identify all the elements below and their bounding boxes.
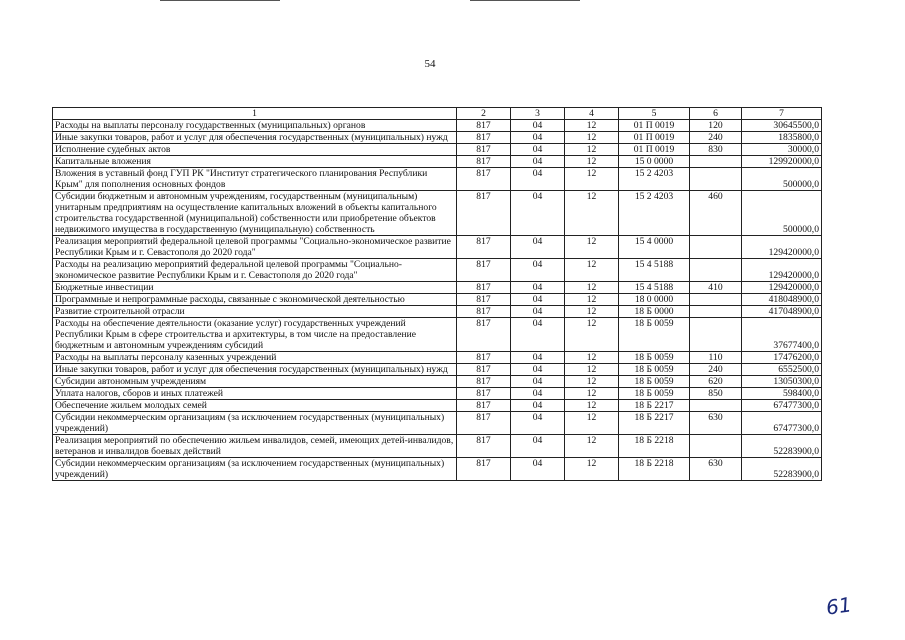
row-subsection-cell: 12 — [565, 400, 619, 412]
row-amount-cell: 6552500,0 — [742, 364, 822, 376]
header-cell: 5 — [619, 108, 690, 120]
budget-table — [52, 107, 822, 481]
row-amount-cell: 417048900,0 — [742, 306, 822, 318]
table-row — [53, 144, 822, 156]
table-row — [53, 376, 822, 388]
row-subsection-cell: 12 — [565, 282, 619, 294]
row-amount-cell: 17476200,0 — [742, 352, 822, 364]
row-section-cell: 04 — [511, 259, 565, 282]
row-target-article-cell: 15 2 4203 — [619, 168, 690, 191]
row-target-article-cell: 18 Б 2217 — [619, 400, 690, 412]
row-name-cell: Вложения в уставный фонд ГУП РК "Институт стратегического планирования Республики Крым" для пополнения основных фондов — [53, 168, 457, 191]
row-admin-code-cell: 817 — [457, 376, 511, 388]
row-subsection-cell: 12 — [565, 144, 619, 156]
row-target-article-cell: 15 4 5188 — [619, 282, 690, 294]
row-name-cell: Иные закупки товаров, работ и услуг для обеспечения государственных (муниципальных) нужд — [53, 364, 457, 376]
table-row — [53, 352, 822, 364]
row-target-article-cell: 01 П 0019 — [619, 132, 690, 144]
row-name-cell: Реализация мероприятий по обеспечению жильем инвалидов, семей, имеющих детей-инвалидов, ветеранов и инвалидов боевых действий — [53, 435, 457, 458]
row-admin-code-cell: 817 — [457, 318, 511, 352]
row-admin-code-cell: 817 — [457, 412, 511, 435]
row-section-cell: 04 — [511, 400, 565, 412]
row-subsection-cell: 12 — [565, 120, 619, 132]
row-target-article-cell: 01 П 0019 — [619, 144, 690, 156]
row-admin-code-cell: 817 — [457, 294, 511, 306]
row-name-cell: Субсидии некоммерческим организациям (за исключением государственных (муниципальных) учреждений) — [53, 458, 457, 481]
row-name-cell: Расходы на реализацию мероприятий федеральной целевой программы "Социально-экономическое развитие Республики Крым и г. Севастополя до 2020 года" — [53, 259, 457, 282]
row-name-cell: Субсидии бюджетным и автономным учреждениям, государственным (муниципальным) унитарным предприятиям на осуществление капитальных вложений в объекты капитального строительства государственной (муниципальной) собственности или приобретение объектов недвижимого имущества в государственную (муниципальную) собственность — [53, 191, 457, 236]
row-expense-type-cell: 460 — [690, 191, 742, 236]
row-section-cell: 04 — [511, 376, 565, 388]
row-section-cell: 04 — [511, 435, 565, 458]
row-expense-type-cell: 240 — [690, 364, 742, 376]
row-admin-code-cell: 817 — [457, 144, 511, 156]
table-row — [53, 306, 822, 318]
row-expense-type-cell — [690, 156, 742, 168]
header-cell: 2 — [457, 108, 511, 120]
row-section-cell: 04 — [511, 282, 565, 294]
table-row — [53, 435, 822, 458]
row-name-cell: Субсидии некоммерческим организациям (за исключением государственных (муниципальных) учреждений) — [53, 412, 457, 435]
row-name-cell: Обеспечение жильем молодых семей — [53, 400, 457, 412]
row-target-article-cell: 15 0 0000 — [619, 156, 690, 168]
table-row — [53, 294, 822, 306]
row-section-cell: 04 — [511, 120, 565, 132]
top-rule-right — [470, 0, 580, 1]
row-section-cell: 04 — [511, 156, 565, 168]
row-expense-type-cell: 120 — [690, 120, 742, 132]
table-row — [53, 236, 822, 259]
table-row — [53, 282, 822, 294]
row-section-cell: 04 — [511, 412, 565, 435]
table-row — [53, 168, 822, 191]
row-target-article-cell: 18 Б 0059 — [619, 388, 690, 400]
row-section-cell: 04 — [511, 236, 565, 259]
table-row — [53, 191, 822, 236]
row-expense-type-cell: 620 — [690, 376, 742, 388]
table-row — [53, 318, 822, 352]
row-subsection-cell: 12 — [565, 352, 619, 364]
row-expense-type-cell — [690, 318, 742, 352]
row-expense-type-cell — [690, 306, 742, 318]
row-subsection-cell: 12 — [565, 435, 619, 458]
row-section-cell: 04 — [511, 144, 565, 156]
row-admin-code-cell: 817 — [457, 352, 511, 364]
top-rule-left — [160, 0, 280, 1]
row-amount-cell: 129420000,0 — [742, 236, 822, 259]
row-admin-code-cell: 817 — [457, 306, 511, 318]
row-target-article-cell: 18 Б 2218 — [619, 458, 690, 481]
row-subsection-cell: 12 — [565, 191, 619, 236]
row-subsection-cell: 12 — [565, 236, 619, 259]
header-row — [53, 108, 822, 120]
row-name-cell: Субсидии автономным учреждениям — [53, 376, 457, 388]
row-name-cell: Исполнение судебных актов — [53, 144, 457, 156]
row-expense-type-cell: 850 — [690, 388, 742, 400]
row-name-cell: Развитие строительной отрасли — [53, 306, 457, 318]
table-row — [53, 412, 822, 435]
row-subsection-cell: 12 — [565, 458, 619, 481]
table-body — [53, 108, 822, 481]
table-row — [53, 388, 822, 400]
row-target-article-cell: 15 4 5188 — [619, 259, 690, 282]
row-amount-cell: 67477300,0 — [742, 412, 822, 435]
row-section-cell: 04 — [511, 458, 565, 481]
row-target-article-cell: 18 Б 0000 — [619, 306, 690, 318]
row-admin-code-cell: 817 — [457, 400, 511, 412]
table-row — [53, 156, 822, 168]
row-subsection-cell: 12 — [565, 132, 619, 144]
row-admin-code-cell: 817 — [457, 388, 511, 400]
row-name-cell: Иные закупки товаров, работ и услуг для обеспечения государственных (муниципальных) нужд — [53, 132, 457, 144]
row-name-cell: Уплата налогов, сборов и иных платежей — [53, 388, 457, 400]
row-admin-code-cell: 817 — [457, 132, 511, 144]
row-target-article-cell: 18 Б 0059 — [619, 376, 690, 388]
row-target-article-cell: 18 Б 0059 — [619, 352, 690, 364]
row-expense-type-cell: 630 — [690, 458, 742, 481]
row-subsection-cell: 12 — [565, 364, 619, 376]
row-amount-cell: 598400,0 — [742, 388, 822, 400]
row-section-cell: 04 — [511, 352, 565, 364]
row-expense-type-cell: 630 — [690, 412, 742, 435]
table-row — [53, 458, 822, 481]
row-admin-code-cell: 817 — [457, 259, 511, 282]
row-subsection-cell: 12 — [565, 168, 619, 191]
row-subsection-cell: 12 — [565, 156, 619, 168]
page-number: 54 — [424, 58, 436, 70]
row-target-article-cell: 18 Б 2217 — [619, 412, 690, 435]
table-row — [53, 259, 822, 282]
row-admin-code-cell: 817 — [457, 156, 511, 168]
row-amount-cell: 129420000,0 — [742, 259, 822, 282]
row-target-article-cell: 18 Б 2218 — [619, 435, 690, 458]
row-target-article-cell: 18 Б 0059 — [619, 318, 690, 352]
row-amount-cell: 1835800,0 — [742, 132, 822, 144]
row-subsection-cell: 12 — [565, 388, 619, 400]
row-amount-cell: 52283900,0 — [742, 435, 822, 458]
row-amount-cell: 30000,0 — [742, 144, 822, 156]
row-section-cell: 04 — [511, 388, 565, 400]
row-amount-cell: 418048900,0 — [742, 294, 822, 306]
row-subsection-cell: 12 — [565, 376, 619, 388]
header-cell: 4 — [565, 108, 619, 120]
row-section-cell: 04 — [511, 191, 565, 236]
row-target-article-cell: 01 П 0019 — [619, 120, 690, 132]
row-expense-type-cell — [690, 259, 742, 282]
row-admin-code-cell: 817 — [457, 364, 511, 376]
row-name-cell: Бюджетные инвестиции — [53, 282, 457, 294]
row-expense-type-cell — [690, 168, 742, 191]
row-name-cell: Расходы на выплаты персоналу государственных (муниципальных) органов — [53, 120, 457, 132]
row-subsection-cell: 12 — [565, 412, 619, 435]
row-amount-cell: 52283900,0 — [742, 458, 822, 481]
row-section-cell: 04 — [511, 306, 565, 318]
table-row — [53, 120, 822, 132]
row-amount-cell: 30645500,0 — [742, 120, 822, 132]
row-name-cell: Программные и непрограммные расходы, связанные с экономической деятельностью — [53, 294, 457, 306]
row-amount-cell: 500000,0 — [742, 168, 822, 191]
row-name-cell: Расходы на обеспечение деятельности (оказание услуг) государственных учреждений Республики Крым в сфере строительства и архитектуры, в том числе на предоставление бюджетным и автономным учреждениям субсидий — [53, 318, 457, 352]
row-section-cell: 04 — [511, 132, 565, 144]
row-admin-code-cell: 817 — [457, 168, 511, 191]
row-expense-type-cell — [690, 236, 742, 259]
row-amount-cell: 37677400,0 — [742, 318, 822, 352]
row-admin-code-cell: 817 — [457, 120, 511, 132]
row-section-cell: 04 — [511, 168, 565, 191]
row-expense-type-cell: 410 — [690, 282, 742, 294]
row-amount-cell: 500000,0 — [742, 191, 822, 236]
table-row — [53, 132, 822, 144]
header-cell: 3 — [511, 108, 565, 120]
header-cell: 6 — [690, 108, 742, 120]
row-target-article-cell: 15 4 0000 — [619, 236, 690, 259]
row-expense-type-cell: 240 — [690, 132, 742, 144]
row-expense-type-cell: 110 — [690, 352, 742, 364]
row-target-article-cell: 18 Б 0059 — [619, 364, 690, 376]
header-cell: 1 — [53, 108, 457, 120]
row-admin-code-cell: 817 — [457, 458, 511, 481]
row-subsection-cell: 12 — [565, 306, 619, 318]
row-expense-type-cell — [690, 294, 742, 306]
row-amount-cell: 129420000,0 — [742, 282, 822, 294]
row-subsection-cell: 12 — [565, 318, 619, 352]
row-amount-cell: 129920000,0 — [742, 156, 822, 168]
table-row — [53, 364, 822, 376]
row-target-article-cell: 15 2 4203 — [619, 191, 690, 236]
row-admin-code-cell: 817 — [457, 236, 511, 259]
row-section-cell: 04 — [511, 318, 565, 352]
row-target-article-cell: 18 0 0000 — [619, 294, 690, 306]
row-expense-type-cell — [690, 435, 742, 458]
header-cell: 7 — [742, 108, 822, 120]
row-section-cell: 04 — [511, 364, 565, 376]
row-expense-type-cell: 830 — [690, 144, 742, 156]
row-admin-code-cell: 817 — [457, 435, 511, 458]
row-section-cell: 04 — [511, 294, 565, 306]
row-expense-type-cell — [690, 400, 742, 412]
row-name-cell: Капитальные вложения — [53, 156, 457, 168]
handwritten-page-number: 61 — [824, 592, 853, 620]
table-row — [53, 400, 822, 412]
row-name-cell: Расходы на выплаты персоналу казенных учреждений — [53, 352, 457, 364]
row-admin-code-cell: 817 — [457, 191, 511, 236]
row-admin-code-cell: 817 — [457, 282, 511, 294]
row-amount-cell: 67477300,0 — [742, 400, 822, 412]
row-amount-cell: 13050300,0 — [742, 376, 822, 388]
row-subsection-cell: 12 — [565, 294, 619, 306]
row-subsection-cell: 12 — [565, 259, 619, 282]
row-name-cell: Реализация мероприятий федеральной целевой программы "Социально-экономическое развитие Республики Крым и г. Севастополя до 2020 года" — [53, 236, 457, 259]
